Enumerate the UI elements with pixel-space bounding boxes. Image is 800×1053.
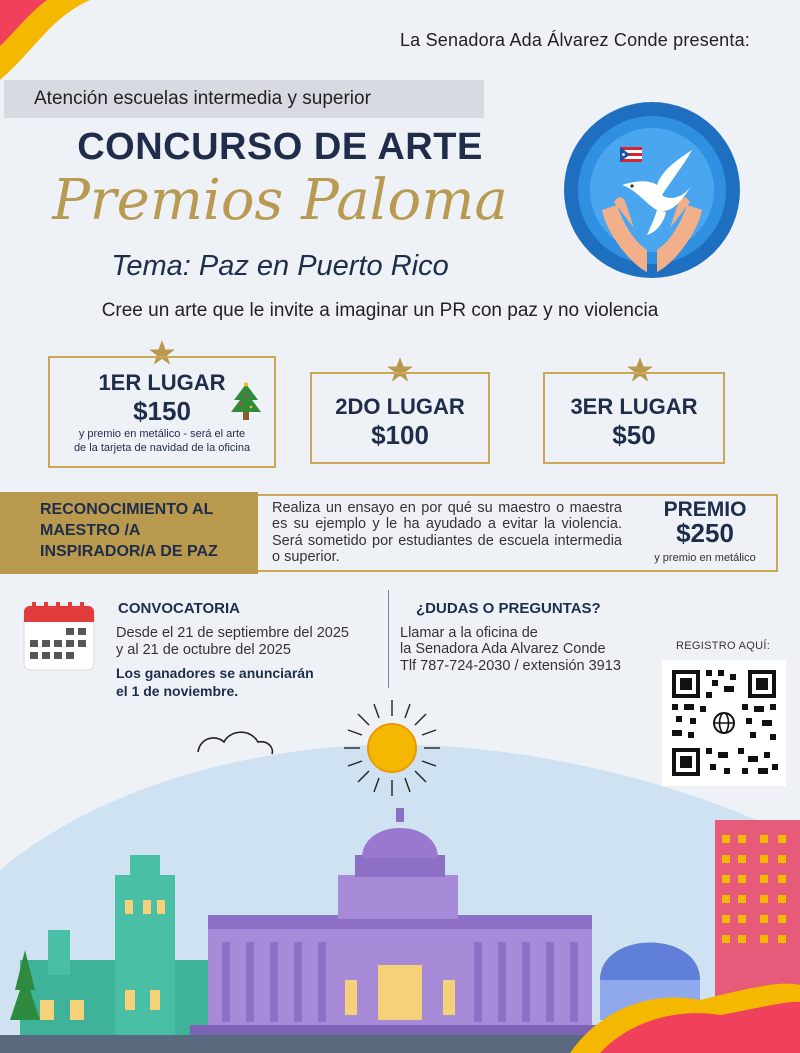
recognition-line: INSPIRADOR/A DE PAZ: [40, 542, 218, 560]
winners-line: el 1 de noviembre.: [116, 682, 239, 699]
calendar-icon: [22, 602, 96, 672]
prize-third: [543, 372, 725, 464]
contest-theme: Tema: Paz en Puerto Rico: [111, 250, 449, 282]
christmas-tree-icon: [228, 382, 264, 426]
recognition-prize-note: y premio en metálico: [654, 552, 756, 564]
prize-amount: $100: [371, 420, 429, 450]
prize-second: [310, 372, 490, 464]
convocatoria-title: CONVOCATORIA: [118, 600, 240, 617]
convocatoria-date-line: Desde el 21 de septiembre del 2025: [116, 625, 349, 641]
winners-line: Los ganadores se anunciarán: [116, 665, 314, 681]
contact-title: ¿DUDAS O PREGUNTAS?: [416, 600, 601, 617]
recognition-description: Realiza un ensayo en por qué su maestro o maestra es su ejemplo y le ha ayudado a evitar la violencia. Será sometido por estudiantes de escuela intermedia o superior.: [272, 500, 622, 566]
recognition-prize-amount: $250: [676, 518, 734, 548]
dove-hands-logo: [562, 100, 742, 280]
prize-place: 1ER LUGAR: [98, 370, 226, 395]
prize-amount: $150: [133, 396, 191, 426]
contest-title: CONCURSO DE ARTE: [77, 126, 483, 168]
recognition-line: MAESTRO /A: [40, 521, 141, 539]
contact-line: Llamar a la oficina de: [400, 625, 538, 641]
attention-banner: [4, 80, 484, 118]
contact-line: la Senadora Ada Alvarez Conde: [400, 641, 606, 658]
register-label: REGISTRO AQUÍ:: [676, 640, 771, 652]
recognition-prize-label: PREMIO: [663, 498, 747, 521]
invite-text: Cree un arte que le invite a imaginar un PR con paz y no violencia: [101, 300, 659, 321]
recognition-line: RECONOCIMIENTO AL: [40, 501, 214, 518]
contest-subtitle: Premios Paloma: [52, 168, 508, 233]
capitol-skyline-illustration: [0, 690, 800, 1053]
prize-amount: $50: [612, 420, 656, 450]
presenter-text: La Senadora Ada Álvarez Conde presenta:: [399, 30, 750, 50]
contact-details: [400, 625, 621, 674]
attention-text: Atención escuelas intermedia y superior: [34, 88, 371, 109]
prize-place: 2DO LUGAR: [335, 394, 465, 419]
prize-place: 3ER LUGAR: [570, 394, 698, 419]
prize-note: y premio en metálico - será el arte: [78, 428, 246, 440]
prize-note: de la tarjeta de navidad de la oficina: [73, 442, 251, 455]
contact-phone[interactable]: Tlf 787-724-2030 / extensión 3913: [400, 657, 621, 674]
recognition-heading: [0, 492, 258, 574]
convocatoria-dates: [116, 625, 349, 660]
section-divider: [388, 590, 389, 688]
convocatoria-date-line: y al 21 de octubre del 2025: [116, 642, 291, 659]
